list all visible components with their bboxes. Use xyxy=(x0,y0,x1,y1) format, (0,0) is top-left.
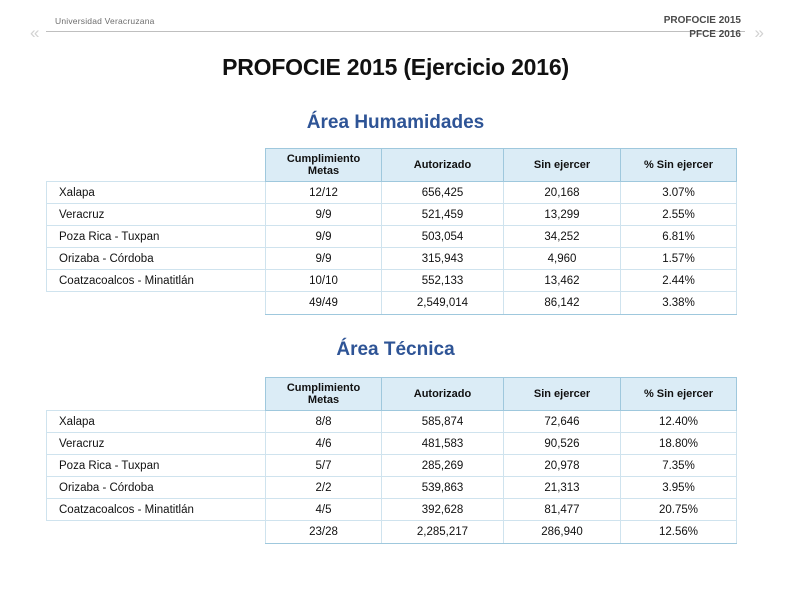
cell-pct-sin-ejercer: 6.81% xyxy=(621,226,737,248)
cell-region: Coatzacoalcos - Minatitlán xyxy=(47,499,266,521)
column-header-autorizado: Autorizado xyxy=(382,378,504,411)
cell-pct-sin-ejercer: 3.95% xyxy=(621,477,737,499)
cell-metas: 9/9 xyxy=(266,248,382,270)
cell-region: Veracruz xyxy=(47,204,266,226)
cell-region: Veracruz xyxy=(47,433,266,455)
cell-pct-sin-ejercer: 7.35% xyxy=(621,455,737,477)
cell-autorizado: 481,583 xyxy=(382,433,504,455)
cell-total-metas: 49/49 xyxy=(266,292,382,315)
column-header-metas-line2: Metas xyxy=(307,394,340,406)
table-humanidades-wrapper xyxy=(46,148,736,315)
cell-sin-ejercer: 20,978 xyxy=(504,455,621,477)
table-tecnica xyxy=(46,377,737,544)
cell-pct-sin-ejercer: 12.40% xyxy=(621,411,737,433)
column-header-autorizado: Autorizado xyxy=(382,149,504,182)
cell-sin-ejercer: 20,168 xyxy=(504,182,621,204)
table-total-row xyxy=(47,521,737,544)
cell-autorizado: 285,269 xyxy=(382,455,504,477)
cell-sin-ejercer: 90,526 xyxy=(504,433,621,455)
cell-metas: 9/9 xyxy=(266,204,382,226)
column-header-metas-line1: Cumplimiento xyxy=(286,382,361,394)
cell-autorizado: 656,425 xyxy=(382,182,504,204)
cell-metas: 4/5 xyxy=(266,499,382,521)
cell-pct-sin-ejercer: 3.07% xyxy=(621,182,737,204)
table-row xyxy=(47,182,737,204)
table-row xyxy=(47,433,737,455)
table-humanidades xyxy=(46,148,737,315)
header-divider-rule xyxy=(46,31,745,32)
cell-metas: 9/9 xyxy=(266,226,382,248)
column-header-cumplimiento-metas xyxy=(266,378,382,411)
cell-metas: 5/7 xyxy=(266,455,382,477)
cell-total-pct-sin-ejercer: 12.56% xyxy=(621,521,737,544)
cell-autorizado: 552,133 xyxy=(382,270,504,292)
cell-sin-ejercer: 34,252 xyxy=(504,226,621,248)
column-header-pct-sin-ejercer: % Sin ejercer xyxy=(621,149,737,182)
column-header-sin-ejercer: Sin ejercer xyxy=(504,378,621,411)
cell-sin-ejercer: 4,960 xyxy=(504,248,621,270)
cell-metas: 12/12 xyxy=(266,182,382,204)
cell-region: Poza Rica - Tuxpan xyxy=(47,455,266,477)
column-header-blank xyxy=(47,378,266,411)
cell-total-autorizado: 2,285,217 xyxy=(382,521,504,544)
cell-total-pct-sin-ejercer: 3.38% xyxy=(621,292,737,315)
cell-metas: 4/6 xyxy=(266,433,382,455)
cell-metas: 2/2 xyxy=(266,477,382,499)
table-row xyxy=(47,477,737,499)
cell-region: Xalapa xyxy=(47,182,266,204)
section-title-tecnica: Área Técnica xyxy=(336,339,455,360)
chevron-left-icon: « xyxy=(30,23,37,42)
cell-sin-ejercer: 72,646 xyxy=(504,411,621,433)
cell-autorizado: 315,943 xyxy=(382,248,504,270)
table-row xyxy=(47,455,737,477)
column-header-cumplimiento-metas xyxy=(266,149,382,182)
cell-region: Orizaba - Córdoba xyxy=(47,477,266,499)
table-tecnica-wrapper xyxy=(46,377,736,544)
cell-pct-sin-ejercer: 20.75% xyxy=(621,499,737,521)
table-row xyxy=(47,226,737,248)
cell-total-sin-ejercer: 86,142 xyxy=(504,292,621,315)
table-row xyxy=(47,270,737,292)
header-program-line-2: PFCE 2016 xyxy=(689,29,741,40)
table-row xyxy=(47,204,737,226)
table-header-row xyxy=(47,149,737,182)
column-header-metas-line1: Cumplimiento xyxy=(286,153,361,165)
slide-header xyxy=(0,0,791,52)
page-title: PROFOCIE 2015 (Ejercicio 2016) xyxy=(222,54,569,80)
table-row xyxy=(47,499,737,521)
cell-sin-ejercer: 13,299 xyxy=(504,204,621,226)
cell-pct-sin-ejercer: 2.44% xyxy=(621,270,737,292)
cell-sin-ejercer: 21,313 xyxy=(504,477,621,499)
cell-sin-ejercer: 81,477 xyxy=(504,499,621,521)
table-header-row xyxy=(47,378,737,411)
cell-total-blank xyxy=(47,292,266,315)
chevron-right-icon: » xyxy=(754,23,761,42)
cell-region: Orizaba - Córdoba xyxy=(47,248,266,270)
column-header-metas-line2: Metas xyxy=(307,165,340,177)
university-name: Universidad Veracruzana xyxy=(55,16,155,26)
cell-total-sin-ejercer: 286,940 xyxy=(504,521,621,544)
cell-pct-sin-ejercer: 2.55% xyxy=(621,204,737,226)
cell-autorizado: 503,054 xyxy=(382,226,504,248)
cell-autorizado: 521,459 xyxy=(382,204,504,226)
cell-autorizado: 585,874 xyxy=(382,411,504,433)
cell-pct-sin-ejercer: 18.80% xyxy=(621,433,737,455)
table-row xyxy=(47,248,737,270)
cell-region: Xalapa xyxy=(47,411,266,433)
table-row xyxy=(47,411,737,433)
header-program-line-1: PROFOCIE 2015 xyxy=(663,15,741,26)
cell-region: Poza Rica - Tuxpan xyxy=(47,226,266,248)
column-header-sin-ejercer: Sin ejercer xyxy=(504,149,621,182)
cell-autorizado: 539,863 xyxy=(382,477,504,499)
column-header-pct-sin-ejercer: % Sin ejercer xyxy=(621,378,737,411)
cell-metas: 8/8 xyxy=(266,411,382,433)
cell-total-metas: 23/28 xyxy=(266,521,382,544)
cell-metas: 10/10 xyxy=(266,270,382,292)
column-header-blank xyxy=(47,149,266,182)
section-title-humanidades: Área Humamidades xyxy=(306,112,485,133)
cell-total-autorizado: 2,549,014 xyxy=(382,292,504,315)
table-total-row xyxy=(47,292,737,315)
cell-total-blank xyxy=(47,521,266,544)
cell-region: Coatzacoalcos - Minatitlán xyxy=(47,270,266,292)
cell-pct-sin-ejercer: 1.57% xyxy=(621,248,737,270)
cell-sin-ejercer: 13,462 xyxy=(504,270,621,292)
header-program-labels xyxy=(664,14,741,42)
cell-autorizado: 392,628 xyxy=(382,499,504,521)
